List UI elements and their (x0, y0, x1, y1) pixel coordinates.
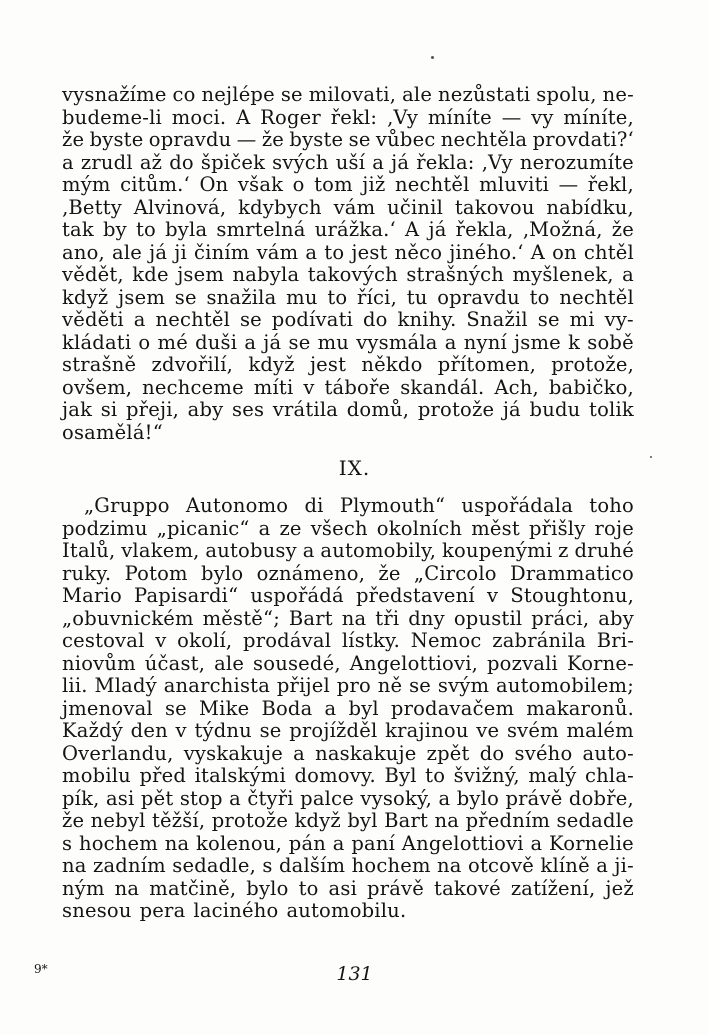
text-line: snesou pera laciného automobilu. (62, 899, 407, 922)
text-line: jmenoval se Mike Boda a byl prodavačem makaronů. (62, 696, 634, 720)
page-number: 131 (336, 963, 373, 985)
text-line: ruky. Potom bylo oznámeno, že „Circolo Drammatico (62, 561, 634, 585)
text-line: vysnažíme co nejlépe se milovati, ale nezůstati spolu, ne- (62, 83, 634, 106)
text-line: podzimu „picanic“ a ze všech okolních měst přišly roje (62, 516, 634, 540)
text-line: strašně zdvořilí, když jest někdo přítomen, protože, (62, 353, 634, 376)
text-line: na zadním sedadle, s dalším hochem na otcově klíně a ji- (62, 854, 634, 877)
text-line: Mario Papisardi“ uspořádá představení v Stoughtonu, (62, 584, 634, 607)
text-line: Každý den v týdnu se projížděl krajinou ve svém malém (62, 719, 634, 742)
text-line: věděti a nechtěl se podívati do knihy. Snažil se mi vy- (62, 308, 634, 331)
text-line: mým citům.‘ On však o tom již nechtěl mluviti — řekl, (62, 173, 634, 196)
signature-mark: 9* (34, 962, 48, 976)
paragraph-chapter-ix (62, 495, 634, 923)
text-line: cestoval v okolí, prodával lístky. Nemoc zabránila Bri- (62, 629, 634, 652)
text-line: ovšem, nechceme míti v táboře skandál. Ach, babičko, (62, 375, 634, 399)
text-line: mobilu před italskými domovy. Byl to švižný, malý chla- (62, 764, 634, 787)
chapter-heading: IX. (338, 456, 371, 480)
text-line: ným na matčině, bylo to asi právě takové zatížení, jež (62, 876, 634, 900)
text-line: ano, ale já ji činím vám a to jest něco jiného.‘ A on chtěl (62, 240, 634, 264)
text-line: Overlandu, vyskakuje a naskakuje zpět do svého auto- (62, 741, 634, 765)
dust-speck (431, 56, 434, 59)
text-line: budeme-li moci. A Roger řekl: ‚Vy míníte — vy míníte, (62, 105, 634, 129)
text-line: lii. Mladý anarchista přijel pro ně se svým automobilem; (62, 674, 634, 697)
text-line: „Gruppo Autonomo di Plymouth“ uspořádala toho (84, 494, 634, 517)
text-line: „obuvnickém městě“; Bart na tři dny opustil práci, aby (62, 606, 634, 630)
text-line: Italů, vlakem, autobusy a automobily, koupenými z druhé (62, 539, 634, 562)
text-line: tak by to byla smrtelná urážka.‘ A já řekla, ‚Možná, že (62, 218, 634, 241)
text-line: osamělá!“ (62, 420, 163, 444)
text-line: ‚Betty Alvinová, kdybych vám učinil takovou nabídku, (62, 195, 634, 219)
text-line: když jsem se snažila mu to říci, tu opravdu to nechtěl (62, 285, 634, 309)
text-line: kládati o mé duši a já se mu vysmála a nyní jsme k sobě (62, 330, 634, 354)
text-line: s hochem na kolenou, pán a paní Angelottiovi a Kornelie (62, 831, 634, 855)
text-line: že byste opravdu — že byste se vůbec nechtěla provdati?‘ (62, 128, 634, 151)
text-line: vědět, kde jsem nabyla takových strašných myšlenek, a (62, 263, 634, 286)
text-line: niovům účast, ale sousedé, Angelottiovi, pozvali Korne- (62, 651, 634, 675)
paragraph-continued (62, 84, 634, 444)
text-line: jak si přeji, aby ses vrátila domů, protože já budu tolik (62, 398, 634, 421)
text-line: pík, asi pět stop a čtyři palce vysoký, a bylo právě dobře, (62, 786, 634, 810)
text-line: že nebyl těžší, protože když byl Bart na předním sedadle (62, 809, 634, 832)
text-line: a zrudl až do špiček svých uší a já řekla: ‚Vy nerozumíte (62, 150, 634, 174)
